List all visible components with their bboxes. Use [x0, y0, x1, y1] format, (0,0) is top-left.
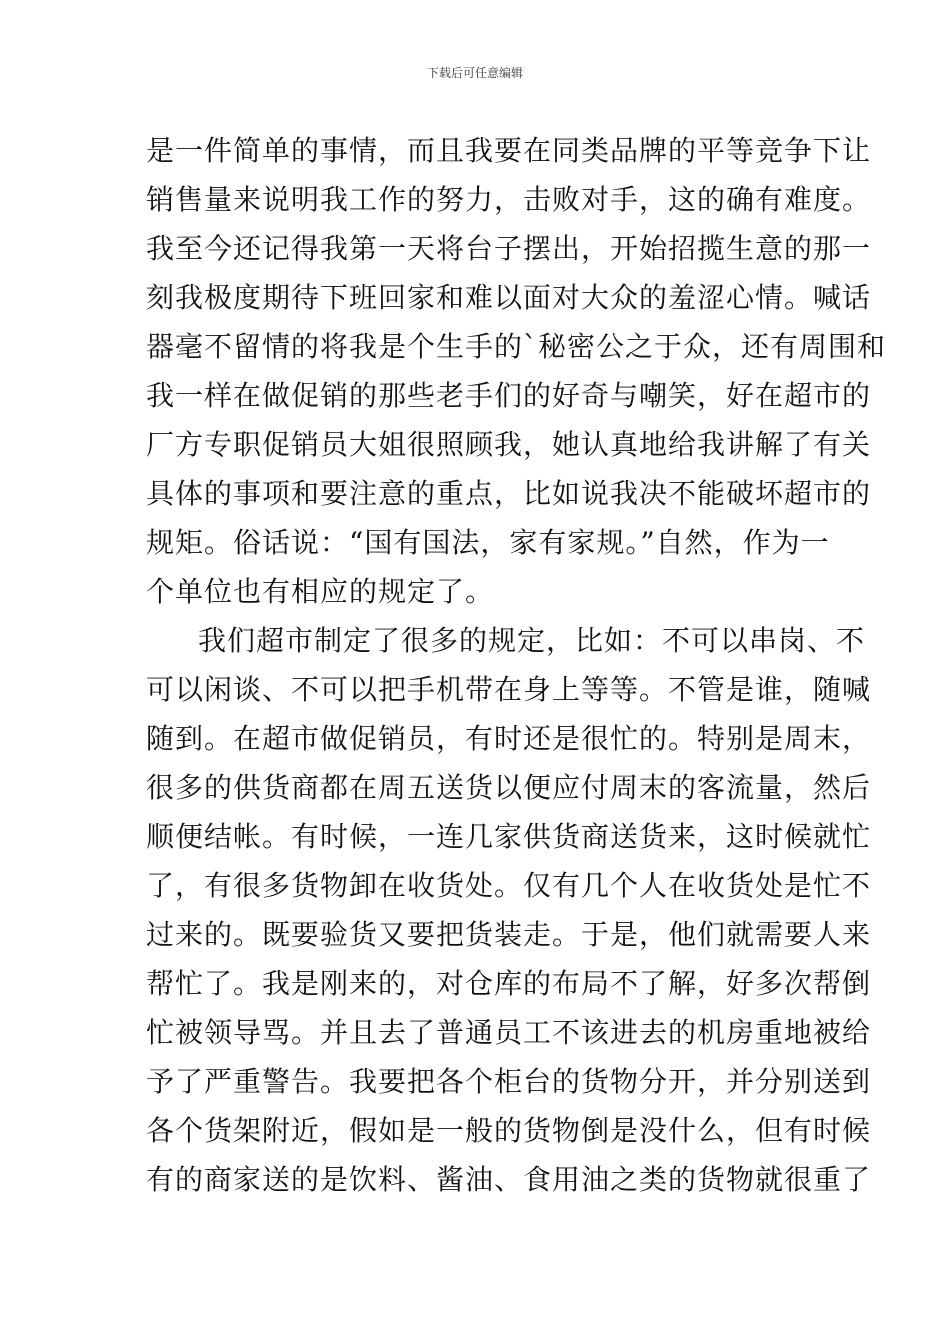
text-line: 各个货架附近，假如是一般的货物倒是没什么，但有时候 [146, 1114, 872, 1147]
text-line: 刻我极度期待下班回家和难以面对大众的羞涩心情。喊话 [146, 281, 872, 314]
text-line: 有的商家送的是饮料、酱油、食用油之类的货物就很重了 [146, 1163, 872, 1196]
text-line: 器毫不留情的将我是个生手的`秘密公之于众，还有周围和 [146, 330, 887, 363]
text-line: 个单位也有相应的规定了。 [146, 575, 495, 608]
text-line: 很多的供货商都在周五送货以便应付周末的客流量，然后 [146, 771, 872, 804]
text-line: 销售量来说明我工作的努力，击败对手，这的确有难度。 [146, 183, 872, 216]
text-line: 具体的事项和要注意的重点，比如说我决不能破坏超市的 [146, 477, 872, 510]
text-line: 我一样在做促销的那些老手们的好奇与嘲笑，好在超市的 [146, 379, 872, 412]
body-text [146, 126, 887, 1204]
text-line: 帮忙了。我是刚来的，对仓库的布局不了解，好多次帮倒 [146, 967, 872, 1000]
text-line: 随到。在超市做促销员，有时还是很忙的。特别是周末， [146, 722, 872, 755]
text-line: 是一件简单的事情，而且我要在同类品牌的平等竞争下让 [146, 134, 872, 167]
text-line: 我至今还记得我第一天将台子摆出，开始招揽生意的那一 [146, 232, 872, 265]
text-line: 规矩。俗话说：“国有国法，家有家规。”自然，作为一 [146, 526, 830, 559]
page-header: 下载后可任意编辑 [426, 66, 523, 80]
text-line: 可以闲谈、不可以把手机带在身上等等。不管是谁，随喊 [146, 673, 872, 706]
text-line: 顺便结帐。有时候，一连几家供货商送货来，这时候就忙 [146, 820, 872, 853]
text-line: 了，有很多货物卸在收货处。仅有几个人在收货处是忙不 [146, 869, 872, 902]
text-line: 忙被领导骂。并且去了普通员工不该进去的机房重地被给 [146, 1016, 872, 1049]
text-line: 过来的。既要验货又要把货装走。于是，他们就需要人来 [146, 918, 872, 951]
text-line: 予了严重警告。我要把各个柜台的货物分开，并分别送到 [146, 1065, 872, 1098]
text-line: 厂方专职促销员大姐很照顾我，她认真地给我讲解了有关 [146, 428, 872, 461]
paragraph-first-line: 我们超市制定了很多的规定，比如：不可以串岗、不 [198, 624, 866, 657]
